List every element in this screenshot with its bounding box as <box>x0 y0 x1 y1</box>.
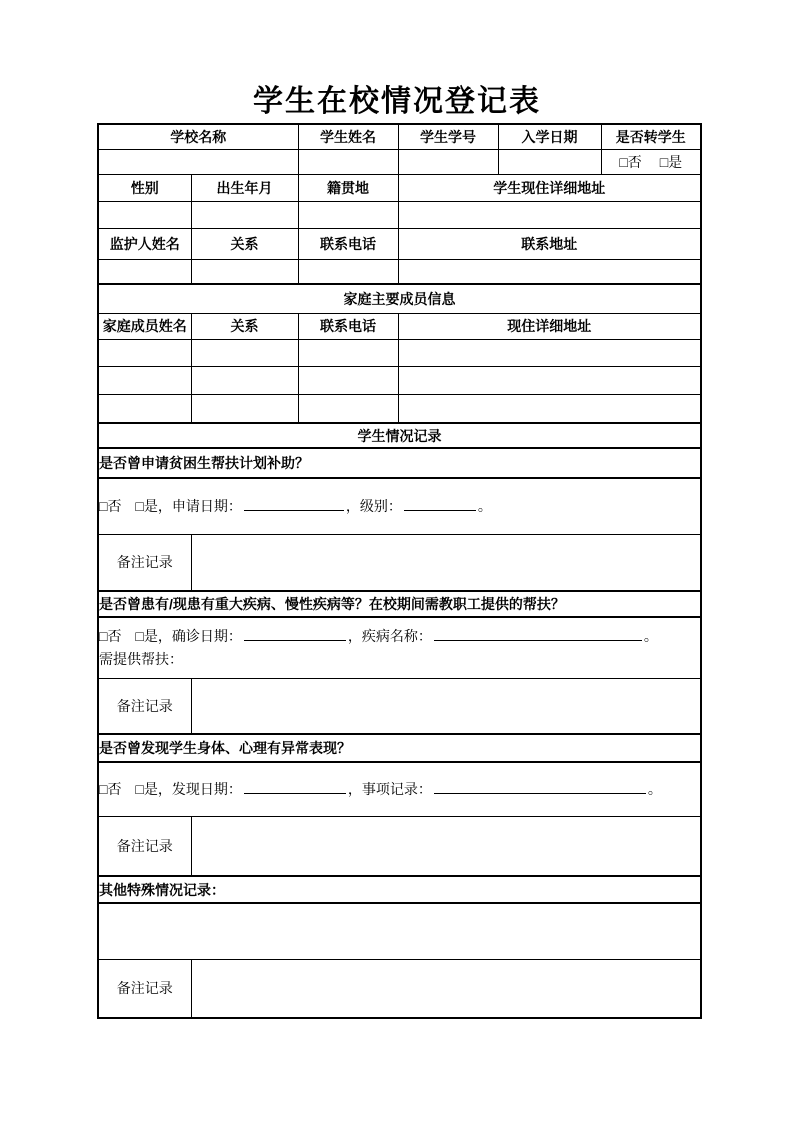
q1-checkbox-yes[interactable]: □是 <box>135 497 158 514</box>
q2-checkbox-yes[interactable]: □是 <box>135 627 158 644</box>
remark2-input-cell[interactable] <box>191 678 701 734</box>
family-address-input-cell[interactable] <box>398 394 701 423</box>
student-name-header: 学生姓名 <box>298 124 398 149</box>
answer2-line1 <box>99 625 700 648</box>
current-address-input-cell[interactable] <box>398 201 701 228</box>
student-id-header: 学生学号 <box>398 124 498 149</box>
native-place-header: 籍贯地 <box>298 174 398 201</box>
family-phone-header: 联系电话 <box>298 313 398 339</box>
question1-text: 是否曾申请贫困生帮扶计划补助？ <box>98 448 701 478</box>
native-place-input-cell[interactable] <box>298 201 398 228</box>
guardian-address-header: 联系地址 <box>398 228 701 259</box>
q1-level-label: ，级别： <box>345 497 402 514</box>
remark1-row <box>98 534 701 591</box>
q2-end-mark: 。 <box>643 627 658 644</box>
remark1-input-cell[interactable] <box>191 534 701 591</box>
transfer-checkbox-no[interactable]: □否 <box>619 153 642 170</box>
question2-text: 是否曾患有/现患有重大疾病、慢性疾病等？在校期间需教职工提供的帮扶？ <box>98 591 701 617</box>
answer2-row <box>98 617 701 678</box>
school-name-input-cell[interactable] <box>98 149 298 174</box>
question2-row <box>98 591 701 617</box>
top-header-row <box>98 124 701 149</box>
q1-level-blank[interactable] <box>404 496 476 511</box>
form-title: 学生在校情况登记表 <box>253 85 541 118</box>
family-address-header: 现住详细地址 <box>398 313 701 339</box>
records-section-title: 学生情况记录 <box>98 423 701 448</box>
school-name-header: 学校名称 <box>98 124 298 149</box>
q3-item-label: ，事项记录： <box>347 780 432 797</box>
other-records-input-row <box>98 903 701 959</box>
other-records-title: 其他特殊情况记录： <box>98 876 701 903</box>
q2-date-label: ，确诊日期： <box>157 627 242 644</box>
family-phone-input-cell[interactable] <box>298 339 398 366</box>
guardian-relation-header: 关系 <box>191 228 298 259</box>
family-relation-input-cell[interactable] <box>191 394 298 423</box>
remark4-input-cell[interactable] <box>191 959 701 1018</box>
q1-date-blank[interactable] <box>244 496 344 511</box>
other-records-input-cell[interactable] <box>98 903 701 959</box>
remark4-row <box>98 959 701 1018</box>
family-input-row <box>98 394 701 423</box>
family-input-row <box>98 366 701 394</box>
remark3-row <box>98 816 701 876</box>
question3-row <box>98 734 701 762</box>
remark3-label: 备注记录 <box>98 816 191 876</box>
guardian-address-input-cell[interactable] <box>398 259 701 284</box>
q3-checkbox-no[interactable]: □否 <box>99 780 122 797</box>
family-address-input-cell[interactable] <box>398 366 701 394</box>
question1-row <box>98 448 701 478</box>
remark1-label: 备注记录 <box>98 534 191 591</box>
family-relation-header: 关系 <box>191 313 298 339</box>
answer1-row <box>98 478 701 534</box>
transfer-student-header: 是否转学生 <box>601 124 701 149</box>
family-member-name-input-cell[interactable] <box>98 339 191 366</box>
family-section-title: 家庭主要成员信息 <box>98 284 701 313</box>
q3-end-mark: 。 <box>647 780 662 797</box>
guardian-phone-input-cell[interactable] <box>298 259 398 284</box>
remark2-row <box>98 678 701 734</box>
answer3-cell <box>98 762 701 816</box>
q2-checkbox-no[interactable]: □否 <box>99 627 122 644</box>
family-member-name-header: 家庭成员姓名 <box>98 313 191 339</box>
guardian-input-row <box>98 259 701 284</box>
student-name-input-cell[interactable] <box>298 149 398 174</box>
top-input-row <box>98 149 701 174</box>
basic-header-row <box>98 174 701 201</box>
guardian-phone-header: 联系电话 <box>298 228 398 259</box>
transfer-checkbox-yes[interactable]: □是 <box>659 153 683 170</box>
records-section-row <box>98 423 701 448</box>
current-address-header: 学生现住详细地址 <box>398 174 701 201</box>
answer2-cell <box>98 617 701 678</box>
q2-disease-label: ，疾病名称： <box>347 627 432 644</box>
birth-date-input-cell[interactable] <box>191 201 298 228</box>
answer3-row <box>98 762 701 816</box>
q2-help-label: 需提供帮扶： <box>99 650 183 667</box>
guardian-relation-input-cell[interactable] <box>191 259 298 284</box>
other-records-title-row <box>98 876 701 903</box>
remark4-label: 备注记录 <box>98 959 191 1018</box>
family-address-input-cell[interactable] <box>398 339 701 366</box>
enroll-date-header: 入学日期 <box>498 124 601 149</box>
gender-input-cell[interactable] <box>98 201 191 228</box>
family-member-name-input-cell[interactable] <box>98 366 191 394</box>
q3-date-blank[interactable] <box>244 779 346 794</box>
family-input-row <box>98 339 701 366</box>
family-header-row <box>98 313 701 339</box>
transfer-checkbox-cell <box>601 149 701 174</box>
gender-header: 性别 <box>98 174 191 201</box>
family-relation-input-cell[interactable] <box>191 366 298 394</box>
q2-date-blank[interactable] <box>244 626 346 641</box>
remark2-label: 备注记录 <box>98 678 191 734</box>
family-phone-input-cell[interactable] <box>298 394 398 423</box>
q1-end-mark: 。 <box>477 497 492 514</box>
student-id-input-cell[interactable] <box>398 149 498 174</box>
q1-date-label: ，申请日期： <box>157 497 242 514</box>
family-relation-input-cell[interactable] <box>191 339 298 366</box>
guardian-name-header: 监护人姓名 <box>98 228 191 259</box>
family-member-name-input-cell[interactable] <box>98 394 191 423</box>
guardian-name-input-cell[interactable] <box>98 259 191 284</box>
guardian-header-row <box>98 228 701 259</box>
q3-checkbox-yes[interactable]: □是 <box>135 780 158 797</box>
family-section-row <box>98 284 701 313</box>
basic-input-row <box>98 201 701 228</box>
q3-date-label: ，发现日期： <box>157 780 242 797</box>
q2-disease-blank[interactable] <box>434 626 642 641</box>
registration-form <box>97 123 700 1019</box>
answer1-cell <box>98 478 701 534</box>
registration-form-table <box>97 123 702 1019</box>
q3-item-blank[interactable] <box>434 779 646 794</box>
q1-checkbox-no[interactable]: □否 <box>99 497 122 514</box>
remark3-input-cell[interactable] <box>191 816 701 876</box>
birth-date-header: 出生年月 <box>191 174 298 201</box>
enroll-date-input-cell[interactable] <box>498 149 601 174</box>
question3-text: 是否曾发现学生身体、心理有异常表现？ <box>98 734 701 762</box>
family-phone-input-cell[interactable] <box>298 366 398 394</box>
